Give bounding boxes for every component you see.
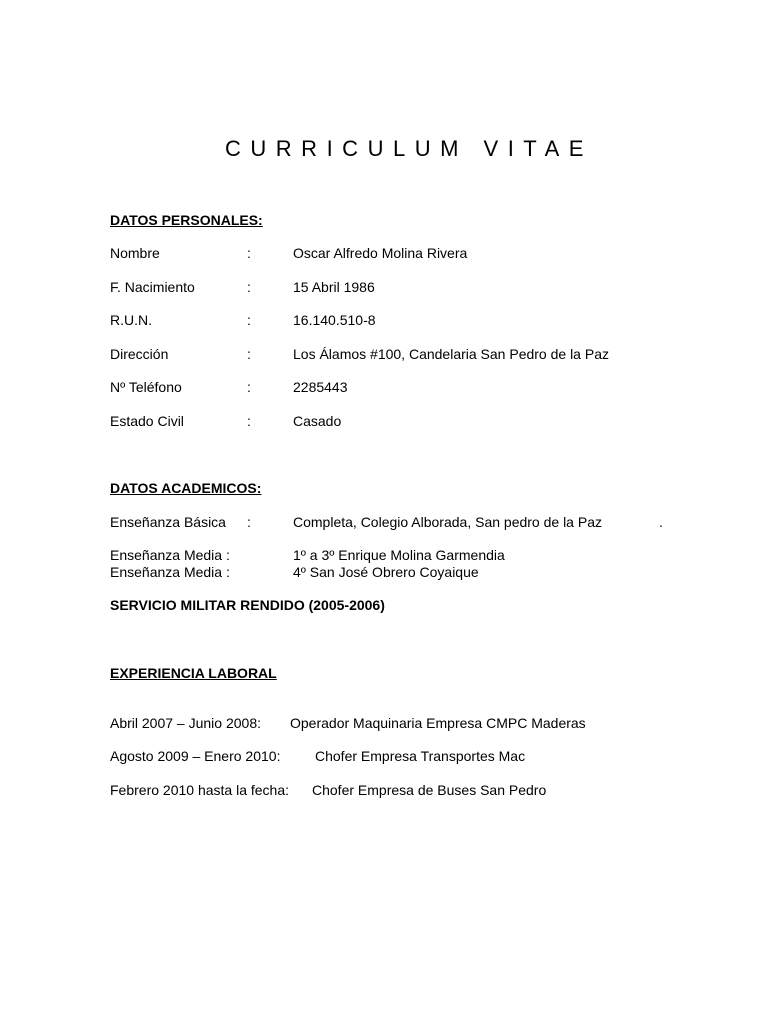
experience-period-2: Agosto 2009 – Enero 2010: <box>110 748 281 764</box>
section-heading-academic: DATOS ACADEMICOS: <box>110 480 262 496</box>
academic-value-basic: Completa, Colegio Alborada, San pedro de la Paz <box>293 514 602 530</box>
academic-label-media-1: Enseñanza Media : <box>110 547 230 563</box>
academic-trailing-dot: . <box>659 514 663 530</box>
personal-label-run: R.U.N. <box>110 312 152 328</box>
personal-value-birth: 15 Abril 1986 <box>293 279 375 295</box>
academic-sep-basic: : <box>247 514 251 530</box>
academic-value-media-1: 1º a 3º Enrique Molina Garmendia <box>293 547 505 563</box>
personal-label-birth: F. Nacimiento <box>110 279 195 295</box>
personal-value-civil: Casado <box>293 413 342 429</box>
personal-value-address: Los Álamos #100, Candelaria San Pedro de la Paz <box>293 346 609 362</box>
experience-description-1: Operador Maquinaria Empresa CMPC Maderas <box>290 715 586 731</box>
personal-sep-civil: : <box>247 413 251 429</box>
personal-sep-phone: : <box>247 379 251 395</box>
academic-label-basic: Enseñanza Básica <box>110 514 226 530</box>
experience-period-1: Abril 2007 – Junio 2008: <box>110 715 261 731</box>
personal-sep-run: : <box>247 312 251 328</box>
personal-sep-address: : <box>247 346 251 362</box>
experience-description-3: Chofer Empresa de Buses San Pedro <box>312 782 547 798</box>
personal-label-address: Dirección <box>110 346 169 362</box>
personal-value-run: 16.140.510-8 <box>293 312 376 328</box>
personal-label-civil: Estado Civil <box>110 413 184 429</box>
section-heading-experience: EXPERIENCIA LABORAL <box>110 665 277 681</box>
military-service-line: SERVICIO MILITAR RENDIDO (2005-2006) <box>110 597 385 613</box>
personal-value-name: Oscar Alfredo Molina Rivera <box>293 245 468 261</box>
document-title: CURRICULUM VITAE <box>225 136 593 161</box>
academic-label-media-2: Enseñanza Media : <box>110 564 230 580</box>
experience-description-2: Chofer Empresa Transportes Mac <box>315 748 526 764</box>
personal-sep-name: : <box>247 245 251 261</box>
personal-label-phone: Nº Teléfono <box>110 379 182 395</box>
experience-period-3: Febrero 2010 hasta la fecha: <box>110 782 290 798</box>
section-heading-personal: DATOS PERSONALES: <box>110 212 263 228</box>
academic-value-media-2: 4º San José Obrero Coyaique <box>293 564 479 580</box>
personal-label-name: Nombre <box>110 245 160 261</box>
personal-sep-birth: : <box>247 279 251 295</box>
personal-value-phone: 2285443 <box>293 379 348 395</box>
